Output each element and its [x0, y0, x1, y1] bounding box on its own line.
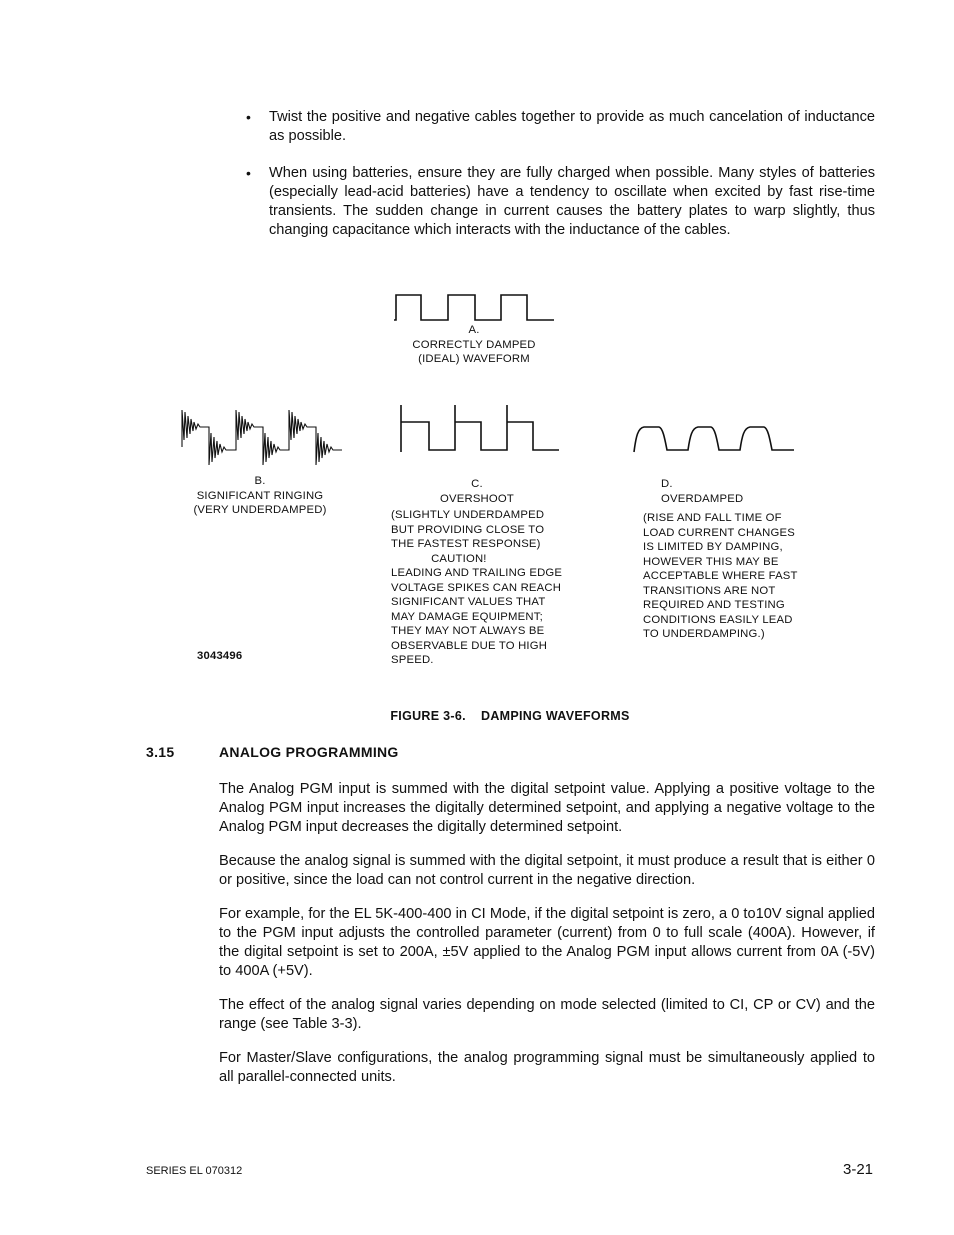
- paragraph: For Master/Slave configurations, the analog programming signal must be simultaneously applied to all parallel-connected units.: [219, 1050, 875, 1085]
- page-number: 3-21: [843, 1161, 874, 1178]
- figure-caption: FIGURE 3-6. DAMPING WAVEFORMS: [390, 709, 630, 723]
- paragraph: The effect of the analog signal varies depending on mode selected (limited to CI, CP or CV) and the range (see Table 3-3).: [219, 997, 875, 1032]
- note-d: (RISE AND FALL TIME OF LOAD CURRENT CHANGES IS LIMITED BY DAMPING, HOWEVER THIS MAY BE ACCEPTABLE WHERE FAST TRANSITIONS ARE NOT REQUIRED AND TESTING CONDITIONS EASILY LEAD TO UNDERDAMPING.): [643, 512, 798, 640]
- footer-left: SERIES EL 070312: [146, 1165, 243, 1177]
- label-d: D. OVERDAMPED: [661, 478, 744, 505]
- waveform-a-ideal: [394, 295, 554, 320]
- note-c: (SLIGHTLY UNDERDAMPED BUT PROVIDING CLOSE TO THE FASTEST RESPONSE) CAUTION! LEADING AND TRAILING EDGE VOLTAGE SPIKES CAN REACH SIGNIFICANT VALUES THAT MAY DAMAGE EQUIPMENT; THEY MAY NOT ALWAYS BE OBSERVABLE DUE TO HIGH SPEED.: [391, 509, 563, 666]
- bullet-marker: •: [246, 165, 251, 181]
- label-c: C. OVERSHOOT: [440, 478, 514, 505]
- bullet-item: Twist the positive and negative cables together to provide as much cancelation of inductance as possible.: [269, 109, 875, 144]
- waveform-b-ringing: [182, 410, 342, 465]
- bullet-marker: •: [246, 109, 251, 125]
- label-b: B. SIGNIFICANT RINGING (VERY UNDERDAMPED): [193, 475, 327, 516]
- figure-id-number: 3043496: [197, 650, 243, 662]
- waveform-c-overshoot: [401, 405, 559, 452]
- paragraph: The Analog PGM input is summed with the digital setpoint value. Applying a positive voltage to the Analog PGM input increases the digitally determined setpoint, and applying a negative voltage to the Analog PGM input decreases the digitally determined setpoint.: [219, 781, 875, 835]
- section-title: ANALOG PROGRAMMING: [219, 744, 399, 760]
- waveform-d-overdamped: [634, 427, 794, 452]
- bullet-item: When using batteries, ensure they are fully charged when possible. Many styles of batteries (especially lead-acid batteries) have a tendency to oscillate when excited by fast rise-time transients. The sudden change in current causes the battery plates to warp slightly, thus changing capacitance which interacts with the inductance of the cables.: [269, 165, 875, 238]
- section-number: 3.15: [146, 744, 175, 760]
- paragraph: Because the analog signal is summed with the digital setpoint, it must produce a result that is either 0 or positive, since the load can not control current in the negative direction.: [219, 853, 875, 888]
- paragraph: For example, for the EL 5K-400-400 in CI Mode, if the digital setpoint is zero, a 0 to10V signal applied to the PGM input adjusts the controlled parameter (current) from 0 to full scale (400A). However, if the digital setpoint is set to 200A, ±5V applied to the Analog PGM input allows current from 0A (-5V) to 400A (+5V).: [219, 906, 875, 979]
- label-a: A. CORRECTLY DAMPED (IDEAL) WAVEFORM: [412, 324, 536, 365]
